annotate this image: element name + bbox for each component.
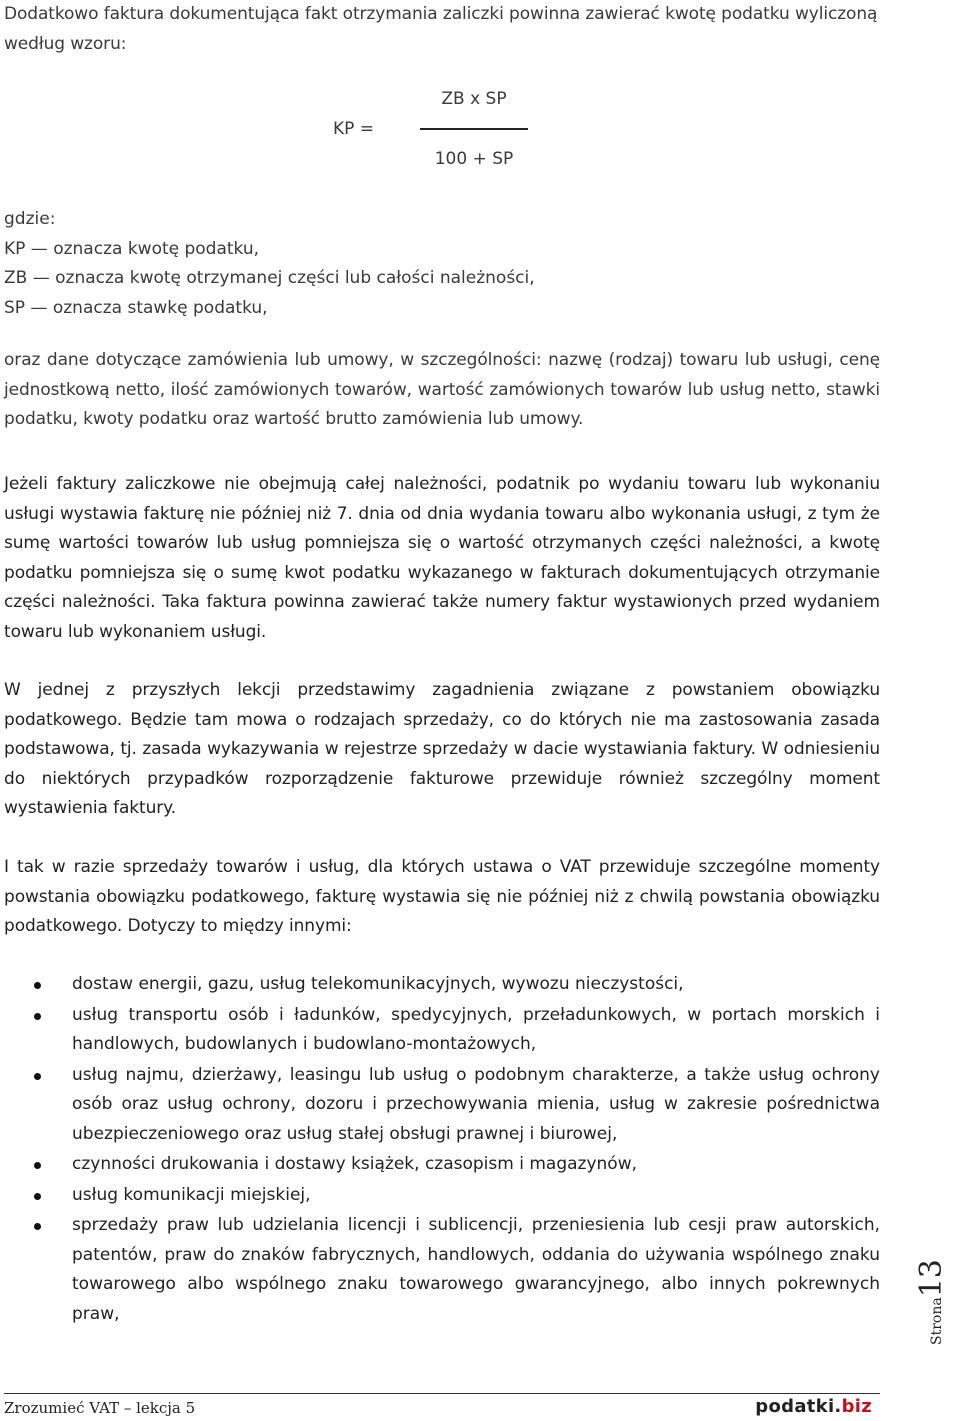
bullet-icon xyxy=(34,1073,41,1080)
page-number-marker xyxy=(906,1250,960,1350)
intro-paragraph: Dodatkowo faktura dokumentująca fakt otrzymania zaliczki powinna zawierać kwotę podatku wyliczoną według wzoru: xyxy=(4,4,878,54)
formula-denominator: 100 + SP xyxy=(434,149,514,169)
list-item-text: czynności drukowania i dostawy książek, czasopism i magazynów, xyxy=(72,1154,638,1174)
page-number: 13 xyxy=(914,1259,949,1298)
formula-lhs: KP = xyxy=(333,119,375,139)
paragraph-order-data: oraz dane dotyczące zamówienia lub umowy, w szczególności: nazwę (rodzaj) towaru lub usługi, cenę jednostkową netto, ilość zamówionych towarów, wartość zamówionych towarów lub usług netto, stawki podatku, kwoty podatku oraz wartość brutto zamówienia lub umowy. xyxy=(4,350,880,429)
footer-course-title: Zrozumieć VAT – lekcja 5 xyxy=(4,1399,196,1417)
bullet-icon xyxy=(34,1223,41,1230)
definitions-header: gdzie: xyxy=(4,209,56,229)
formula-numerator: ZB x SP xyxy=(441,89,507,109)
list-item-text: usług komunikacji miejskiej, xyxy=(72,1184,311,1205)
definition-item: ZB — oznacza kwotę otrzymanej części lub całości należności, xyxy=(4,268,535,288)
paragraph-advance-invoices: Jeżeli faktury zaliczkowe nie obejmują całej należności, podatnik po wydaniu towaru lub wykonaniu usługi wystawia fakturę nie później niż 7. dnia od dnia wydania towaru albo wykonania usługi, z tym że sumę wartości towarów lub usług pomniejsza się o wartość otrzymanych części należności, a kwotę podatku pomniejsza się o sumę kwot podatku wykazanego w fakturach dokumentujących otrzymanie części należności. Taka faktura powinna zawierać także numery faktur wystawionych przed wydaniem towaru lub wykonaniem usługi. xyxy=(4,474,880,642)
bullet-icon xyxy=(34,982,41,989)
list-item-text: dostaw energii, gazu, usług telekomunikacyjnych, wywozu nieczystości, xyxy=(72,974,684,994)
bullet-icon xyxy=(34,1162,41,1169)
footer-divider xyxy=(4,1393,880,1394)
bullet-icon xyxy=(34,1013,41,1020)
page-label: Strona xyxy=(929,1297,945,1345)
list-item-text: usług najmu, dzierżawy, leasingu lub usług o podobnym charakterze, a także usług ochrony osób oraz usług ochrony, dozoru i przechowywania mienia, usług w zakresie pośrednictwa ubezpieczeniowego oraz usług stałej obsługi prawnej i biurowej, xyxy=(72,1064,880,1144)
paragraph-special-moments: I tak w razie sprzedaży towarów i usług, dla których ustawa o VAT przewiduje szczególne momenty powstania obowiązku podatkowego, fakturę wystawia się nie później niż z chwilą powstania obowiązku podatkowego. Dotyczy to między innymi: xyxy=(4,857,880,936)
bullet-list xyxy=(0,970,880,1330)
list-item xyxy=(0,1150,880,1180)
definition-item: SP — oznacza stawkę podatku, xyxy=(4,297,268,318)
brand-name: podatki. xyxy=(755,1396,842,1417)
formula-fraction-bar xyxy=(420,128,528,130)
list-item xyxy=(0,1061,880,1150)
list-item-text: usług transportu osób i ładunków, spedycyjnych, przeładunkowych, w portach morskich i handlowych, budowlanych i budowlano-montażowych, xyxy=(72,1004,880,1054)
brand-tld: biz xyxy=(841,1396,872,1417)
list-item xyxy=(0,1001,880,1060)
list-item-text: sprzedaży praw lub udzielania licencji i sublicencji, przeniesienia lub cesji praw autorskich, patentów, praw do znaków fabrycznych, handlowych, oddania do używania wspólnego znaku towarowego albo wspólnego znaku towarowego gwarancyjnego, albo innych pokrewnych praw, xyxy=(72,1215,880,1324)
list-item xyxy=(0,1181,880,1211)
paragraph-future-lessons: W jednej z przyszłych lekcji przedstawimy zagadnienia związane z powstaniem obowiązku podatkowego. Będzie tam mowa o rodzajach sprzedaży, co do których nie ma zastosowania zasada podstawowa, tj. zasada wykazywania w rejestrze sprzedaży w dacie wystawiania faktury. W odniesieniu do niektórych przypadków rozporządzenie fakturowe przewiduje również szczególny moment wystawienia faktury. xyxy=(4,680,880,818)
list-item xyxy=(0,970,880,1000)
footer-brand-logo xyxy=(755,1396,872,1417)
list-item xyxy=(0,1211,880,1329)
definitions xyxy=(4,205,535,323)
bullet-icon xyxy=(34,1193,41,1200)
definition-item: KP — oznacza kwotę podatku, xyxy=(4,238,260,259)
